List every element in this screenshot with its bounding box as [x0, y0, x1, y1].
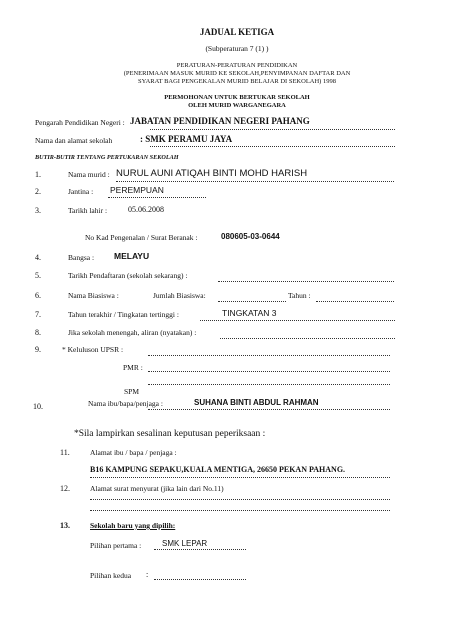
- field-6-number: 6.: [35, 291, 41, 300]
- student-name-value[interactable]: NURUL AUNI ATIQAH BINTI MOHD HARISH: [116, 168, 308, 179]
- scholarship-year-label: Tahun :: [288, 291, 311, 300]
- new-school-label: Sekolah baru yang dipilih:: [90, 521, 176, 530]
- first-choice-line: [154, 549, 246, 550]
- attachment-note: *Sila lampirkan sesalinan keputusan peperiksaan :: [74, 429, 266, 439]
- birthdate-value[interactable]: 05.06.2008: [128, 205, 164, 214]
- first-choice-label: Pilihan pertama :: [90, 541, 142, 550]
- ic-value[interactable]: 080605-03-0644: [221, 232, 280, 241]
- field-9-number: 9.: [35, 345, 41, 354]
- field-10-number: 10.: [33, 402, 43, 411]
- race-value[interactable]: MELAYU: [114, 251, 150, 261]
- form-title-2: OLEH MURID WARGANEGARA: [188, 102, 286, 109]
- last-form-label: Tahun terakhir / Tingkatan tertinggi :: [68, 310, 179, 319]
- guardian-name-label: Nama ibu/bapa/penjaga :: [88, 399, 163, 408]
- pmr-line-2[interactable]: [148, 384, 390, 385]
- school-value[interactable]: : SMK PERAMU JAYA: [140, 134, 233, 144]
- upsr-line[interactable]: [148, 355, 390, 356]
- field-8-number: 8.: [35, 328, 41, 337]
- field-7-number: 7.: [35, 310, 41, 319]
- mailing-address-label: Alamat surat menyurat (jika lain dari No.11): [90, 484, 224, 493]
- gender-label: Jantina :: [68, 187, 94, 196]
- document-title: JADUAL KETIGA: [199, 27, 275, 37]
- regulation-line-3: SYARAT BAGI PENGEKALAN MURID BELAJAR DI SEKOLAH) 1998: [138, 78, 336, 85]
- upsr-label: * Keluluson UPSR :: [62, 345, 124, 354]
- field-3-number: 3.: [35, 206, 41, 215]
- address-label: Alamat ibu / bapa / penjaga :: [90, 448, 177, 457]
- second-choice-label: Pilihan kedua: [90, 571, 132, 580]
- stream-label: Jika sekolah menengah, aliran (nyatakan) :: [68, 328, 197, 337]
- director-value[interactable]: JABATAN PENDIDIKAN NEGERI PAHANG: [130, 116, 310, 126]
- first-choice-value[interactable]: SMK LEPAR: [162, 539, 208, 548]
- school-line: [150, 146, 395, 147]
- spm-label: SPM: [124, 387, 140, 396]
- gender-line: [108, 197, 206, 198]
- address-value[interactable]: B16 KAMPUNG SEPAKU,KUALA MENTIGA, 26650 PEKAN PAHANG.: [90, 465, 346, 474]
- registration-date-label: Tarikh Pendaftaran (sekolah sekarang) :: [68, 271, 188, 280]
- school-label: Nama dan alamat sekolah: [35, 136, 113, 145]
- director-line: [150, 129, 395, 130]
- guardian-name-line: [148, 409, 390, 410]
- field-4-number: 4.: [35, 253, 41, 262]
- last-form-value[interactable]: TINGKATAN 3: [222, 308, 277, 318]
- field-1-number: 1.: [35, 170, 41, 179]
- section-heading: BUTIR-BUTIR TENTANG PERTUKARAN SEKOLAH: [35, 154, 179, 161]
- student-name-label: Nama murid :: [68, 170, 110, 179]
- address-line: [90, 477, 390, 478]
- last-form-line: [200, 320, 395, 321]
- pmr-line[interactable]: [148, 371, 390, 372]
- guardian-name-value[interactable]: SUHANA BINTI ABDUL RAHMAN: [194, 398, 319, 407]
- director-label: Pengarah Pendidikan Negeri :: [35, 118, 125, 127]
- second-choice-colon: :: [146, 570, 149, 579]
- birthdate-label: Tarikh lahir :: [68, 206, 108, 215]
- field-13-number: 13.: [60, 521, 70, 530]
- race-label: Bangsa :: [68, 253, 95, 262]
- scholarship-year-line[interactable]: [316, 301, 394, 302]
- registration-date-line[interactable]: [218, 281, 394, 282]
- scholarship-amount-line[interactable]: [218, 301, 286, 302]
- scholarship-amount-label: Jumlah Biasiswa:: [153, 291, 206, 300]
- stream-line[interactable]: [220, 338, 395, 339]
- scholarship-name-label: Nama Biasiswa :: [68, 291, 119, 300]
- second-choice-line[interactable]: [154, 579, 246, 580]
- student-name-line: [116, 181, 394, 182]
- field-12-number: 12.: [60, 484, 70, 493]
- gender-value[interactable]: PEREMPUAN: [110, 185, 164, 195]
- field-2-number: 2.: [35, 187, 41, 196]
- field-5-number: 5.: [35, 271, 41, 280]
- form-title-1: PERMOHONAN UNTUK BERTUKAR SEKOLAH: [164, 94, 310, 101]
- ic-label: No Kad Pengenalan / Surat Beranak :: [85, 233, 198, 242]
- mailing-address-line-2[interactable]: [90, 510, 390, 511]
- regulation-line-1: PERATURAN-PERATURAN PENDIDIKAN: [176, 62, 298, 69]
- field-11-number: 11.: [60, 448, 70, 457]
- pmr-label: PMR :: [123, 363, 143, 372]
- mailing-address-line-1[interactable]: [90, 499, 390, 500]
- regulation-line-2: (PENERIMAAN MASUK MURID KE SEKOLAH,PENYIMPANAN DAFTAR DAN: [123, 70, 351, 77]
- subregulation: (Subperaturan 7 (1) ): [205, 44, 269, 53]
